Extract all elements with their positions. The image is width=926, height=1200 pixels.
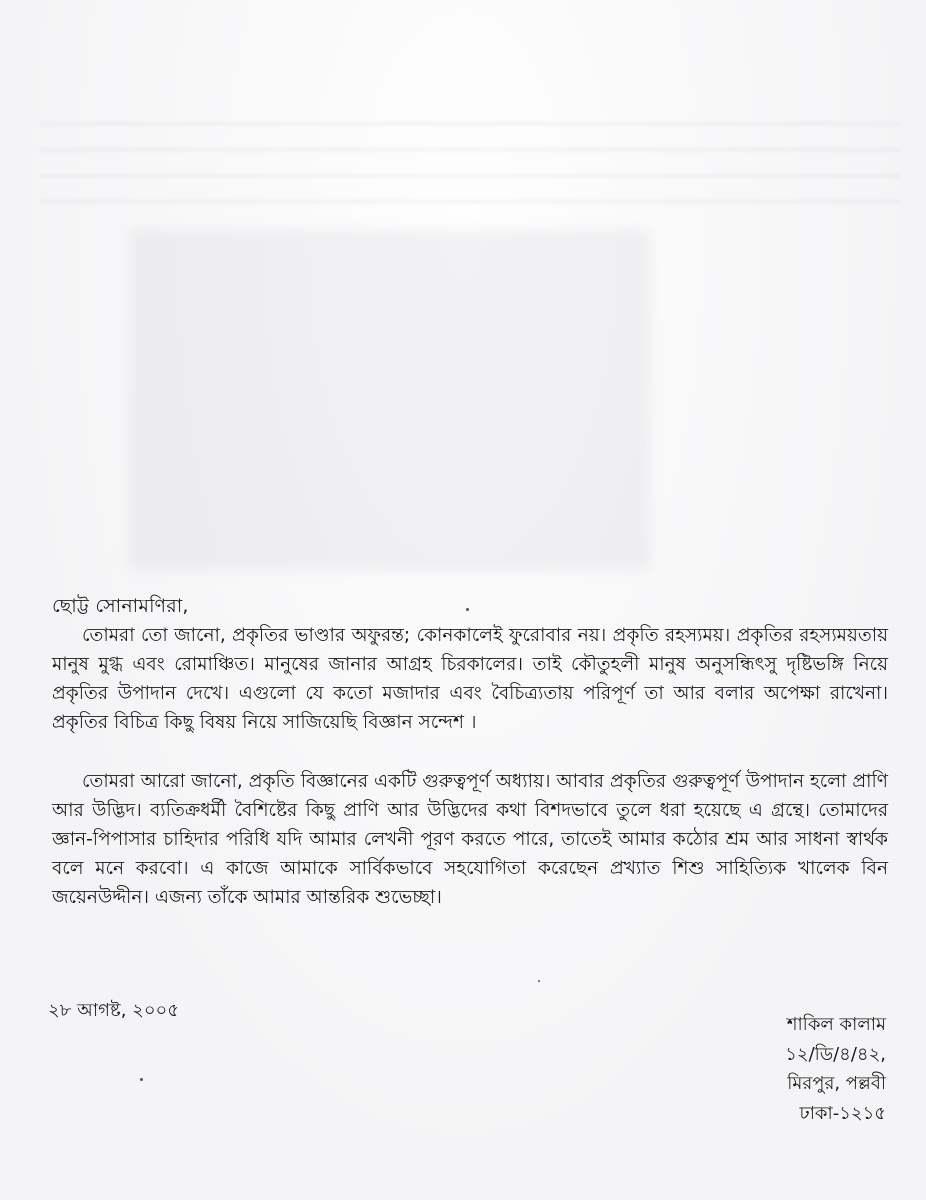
address-line-1: ১২/ডি/৪/৪২,: [785, 1043, 886, 1065]
scan-speck: [140, 1078, 143, 1081]
paragraph-1: তোমরা তো জানো, প্রকৃতির ভাণ্ডার অফুরন্ত; কোনকালেই ফুরোবার নয়। প্রকৃতি রহস্যময়। প্রকৃতির রহস্যময়তায় মানুষ মুগ্ধ এবং রোমাঞ্চিত। মানুষের জানার আগ্রহ চিরকালের। তাই কৌতুহলী মানুষ অনুসন্ধিৎসু দৃষ্টিভঙ্গি নিয়ে প্রকৃতির উপাদান দেখে। এগুলো যে কতো মজাদার এবং বৈচিত্র্যতায় পরিপূর্ণ তা আর বলার অপেক্ষা রাখেনা। প্রকৃতির বিচিত্র কিছু বিষয় নিয়ে সাজিয়েছি বিজ্ঞান সন্দেশ ।: [52, 625, 888, 733]
salutation: ছোট্ট সোনামণিরা,: [52, 595, 189, 617]
author-name: শাকিল কালাম: [786, 1014, 886, 1035]
letter-date: ২৮ আগষ্ট, ২০০৫: [48, 1000, 179, 1021]
scan-speck: [466, 608, 469, 611]
scan-speck: [538, 980, 540, 982]
signature-block: [785, 1010, 886, 1128]
address-line-2: মিরপুর, পল্লবী: [787, 1073, 886, 1094]
address-city: ঢাকা-১২১৫: [799, 1102, 886, 1124]
paragraph-2: তোমরা আরো জানো, প্রকৃতি বিজ্ঞানের একটি গুরুত্বপূর্ণ অধ্যায়। আবার প্রকৃতির গুরুত্বপূর্ণ উপাদান হলো প্রাণি আর উদ্ভিদ। ব্যতিক্রধর্মী বৈশিষ্টের কিছু প্রাণি আর উদ্ভিদের কথা বিশদভাবে তুলে ধরা হয়েছে এ গ্রন্থে। তোমাদের জ্ঞান-পিপাসার চাহিদার পরিধি যদি আমার লেখনী পূরণ করতে পারে, তাতেই আমার কঠোর শ্রম আর সাধনা স্বার্থক বলে মনে করবো। এ কাজে আমাকে সার্বিকভাবে সহযোগিতা করেছেন প্রখ্যাত শিশু সাহিত্যিক খালেক বিন জয়েনউদ্দীন। এজন্য তাঁকে আমার আন্তরিক শুভেচ্ছা।: [52, 771, 888, 908]
bleed-through-text: [40, 100, 900, 220]
bleed-through-image: [130, 230, 650, 570]
